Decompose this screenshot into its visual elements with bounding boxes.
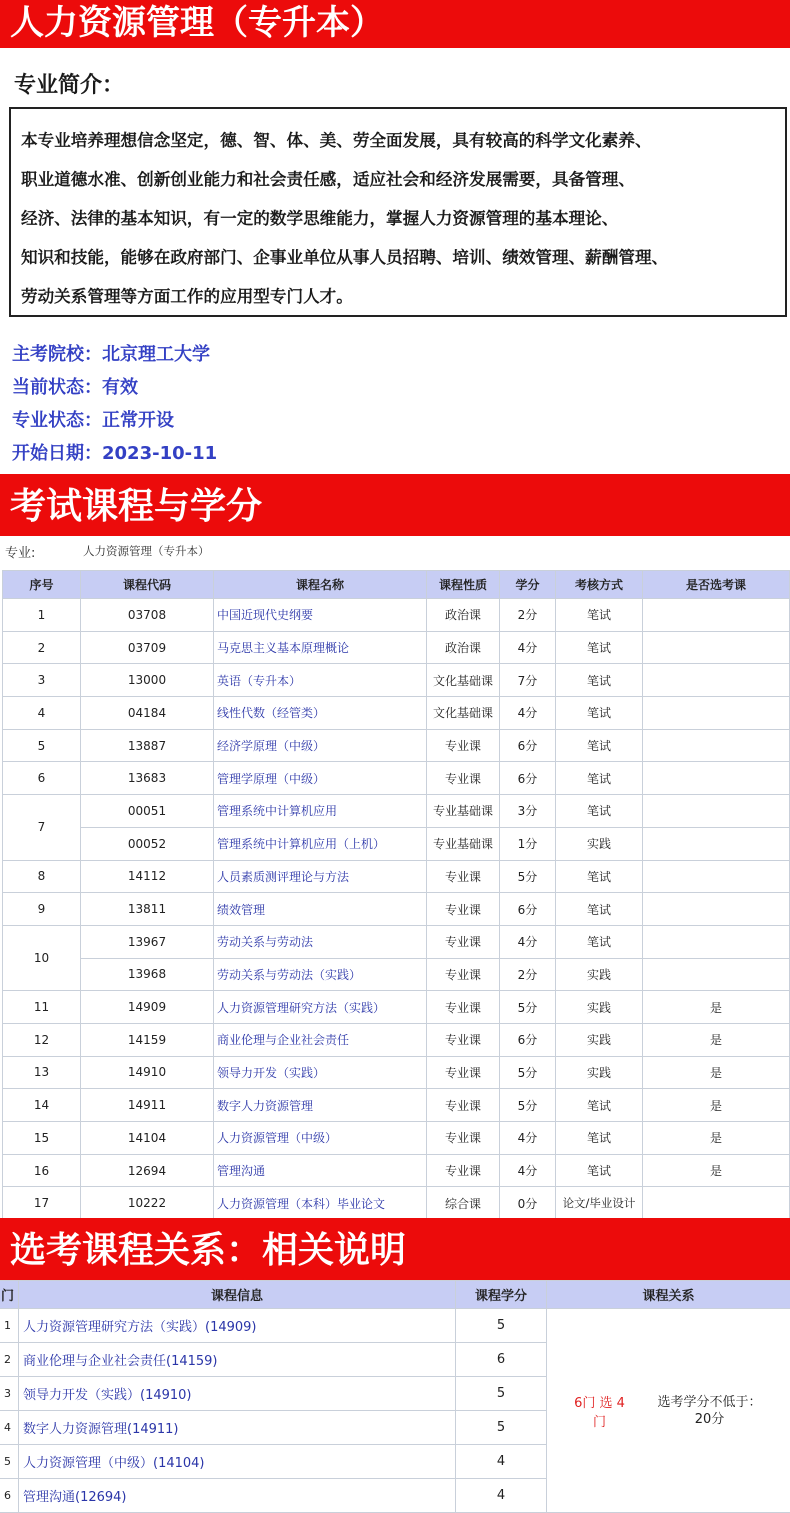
course-no: 17 [3,1187,81,1220]
course-credit: 1分 [500,827,556,860]
course-credit: 5分 [500,991,556,1024]
course-type: 政治课 [427,599,500,632]
intro-line: 经济、法律的基本知识，有一定的数学思维能力，掌握人力资源管理的基本理论、 [21,199,775,238]
course-no: 10 [3,925,81,990]
course-no: 8 [3,860,81,893]
relation-course-info[interactable]: 人力资源管理研究方法（实践）(14909) [19,1309,456,1343]
course-elective: 是 [643,1056,790,1089]
table-row [3,1089,790,1122]
header-elective: 是否选考课 [643,571,790,599]
intro-line: 知识和技能，能够在政府部门、企事业单位从事人员招聘、培训、绩效管理、薪酬管理、 [21,238,775,277]
course-type: 专业课 [427,1089,500,1122]
table-row [3,729,790,762]
course-code: 13968 [81,958,214,991]
relation-rule: 6门 选 4门 [569,1392,631,1430]
course-exam: 实践 [556,958,643,991]
course-credit: 3分 [500,795,556,828]
course-name-link[interactable]: 管理系统中计算机应用（上机） [214,827,427,860]
course-elective [643,664,790,697]
course-name-link[interactable]: 人力资源管理（中级） [214,1122,427,1155]
course-exam: 笔试 [556,729,643,762]
course-no: 5 [3,729,81,762]
major-status: 专业状态：正常开设 [12,406,174,432]
course-type: 政治课 [427,631,500,664]
relation-table [0,1280,790,1513]
course-code: 13000 [81,664,214,697]
table-row [0,1309,790,1343]
course-credit: 6分 [500,729,556,762]
course-type: 综合课 [427,1187,500,1220]
header-name: 课程名称 [214,571,427,599]
course-code: 12694 [81,1154,214,1187]
course-type: 专业课 [427,729,500,762]
course-type: 专业课 [427,1023,500,1056]
course-credit: 4分 [500,1154,556,1187]
intro-line: 本专业培养理想信念坚定，德、智、体、美、劳全面发展，具有较高的科学文化素养、 [21,121,775,160]
course-credit: 4分 [500,925,556,958]
course-exam: 笔试 [556,1154,643,1187]
course-exam: 实践 [556,1056,643,1089]
course-no: 4 [3,697,81,730]
header-exam: 考核方式 [556,571,643,599]
course-type: 专业课 [427,893,500,926]
course-code: 14909 [81,991,214,1024]
course-name-link[interactable]: 中国近现代史纲要 [214,599,427,632]
course-code: 13887 [81,729,214,762]
header-relation: 课程关系 [547,1281,790,1309]
course-code: 00052 [81,827,214,860]
table-row [3,599,790,632]
school-info: 主考院校：北京理工大学 [12,340,210,366]
course-name-link[interactable]: 线性代数（经管类） [214,697,427,730]
course-code: 03708 [81,599,214,632]
table-row [3,664,790,697]
course-name-link[interactable]: 英语（专升本） [214,664,427,697]
course-code: 03709 [81,631,214,664]
course-name-link[interactable]: 管理学原理（中级） [214,762,427,795]
course-type: 专业课 [427,762,500,795]
relation-idx: 2 [0,1343,19,1377]
course-type: 专业基础课 [427,827,500,860]
course-elective [643,893,790,926]
course-table-body [3,599,790,1220]
course-exam: 笔试 [556,795,643,828]
course-code: 14112 [81,860,214,893]
course-exam: 笔试 [556,762,643,795]
relation-credit: 5 [456,1377,547,1411]
start-date: 开始日期：2023-10-11 [12,439,217,465]
table-row [3,958,790,991]
course-exam: 笔试 [556,697,643,730]
course-code: 13683 [81,762,214,795]
course-name-link[interactable]: 绩效管理 [214,893,427,926]
course-code: 13967 [81,925,214,958]
course-no: 11 [3,991,81,1024]
relations-banner: 选考课程关系：相关说明 [0,1218,790,1280]
relation-idx: 6 [0,1479,19,1513]
relation-table-body [0,1309,790,1513]
header-credit: 学分 [500,571,556,599]
course-exam: 笔试 [556,925,643,958]
course-exam: 笔试 [556,1122,643,1155]
relation-credit: 6 [456,1343,547,1377]
header-credit: 课程学分 [456,1281,547,1309]
relation-idx: 3 [0,1377,19,1411]
course-no: 16 [3,1154,81,1187]
course-type: 专业课 [427,991,500,1024]
course-exam: 实践 [556,1023,643,1056]
table-row [3,925,790,958]
header-type: 课程性质 [427,571,500,599]
course-code: 10222 [81,1187,214,1220]
intro-line: 劳动关系管理等方面工作的应用型专门人才。 [21,277,775,316]
course-name-link[interactable]: 数字人力资源管理 [214,1089,427,1122]
table-row [3,1154,790,1187]
course-elective [643,860,790,893]
table-row [3,827,790,860]
relation-credit: 5 [456,1309,547,1343]
course-credit: 5分 [500,1056,556,1089]
course-exam: 笔试 [556,599,643,632]
course-elective [643,599,790,632]
intro-line: 职业道德水准、创新创业能力和社会责任感，适应社会和经济发展需要，具备管理、 [21,160,775,199]
course-elective [643,1187,790,1220]
relation-credit: 4 [456,1445,547,1479]
course-elective [643,631,790,664]
relation-credit: 4 [456,1479,547,1513]
course-name-link[interactable]: 经济学原理（中级） [214,729,427,762]
table-row [3,991,790,1024]
course-code: 13811 [81,893,214,926]
relation-idx: 1 [0,1309,19,1343]
course-code: 14911 [81,1089,214,1122]
course-no: 2 [3,631,81,664]
course-name-link[interactable]: 管理系统中计算机应用 [214,795,427,828]
course-credit: 7分 [500,664,556,697]
course-credit: 0分 [500,1187,556,1220]
course-exam: 笔试 [556,860,643,893]
course-elective: 是 [643,1089,790,1122]
course-no: 13 [3,1056,81,1089]
course-code: 00051 [81,795,214,828]
course-exam: 实践 [556,827,643,860]
course-elective: 是 [643,1023,790,1056]
course-credit: 6分 [500,762,556,795]
table-row [3,1122,790,1155]
course-exam: 笔试 [556,631,643,664]
course-no: 12 [3,1023,81,1056]
course-name-link[interactable]: 人力资源管理研究方法（实践） [214,991,427,1024]
relation-course-info[interactable]: 商业伦理与企业社会责任(14159) [19,1343,456,1377]
course-code: 14159 [81,1023,214,1056]
course-elective [643,795,790,828]
course-name-link[interactable]: 劳动关系与劳动法 [214,925,427,958]
course-name-link[interactable]: 商业伦理与企业社会责任 [214,1023,427,1056]
course-elective [643,729,790,762]
table-row [3,1187,790,1220]
table-row [3,697,790,730]
table-row [3,893,790,926]
course-credit: 4分 [500,697,556,730]
table-row [3,795,790,828]
course-credit: 6分 [500,1023,556,1056]
course-elective [643,762,790,795]
course-table-header [3,571,790,599]
course-exam: 笔试 [556,893,643,926]
intro-heading: 专业简介： [14,68,124,99]
course-elective: 是 [643,1154,790,1187]
header-idx: 门 [0,1281,19,1309]
course-credit: 2分 [500,958,556,991]
course-no: 3 [3,664,81,697]
course-no: 15 [3,1122,81,1155]
course-exam: 实践 [556,991,643,1024]
course-no: 6 [3,762,81,795]
course-type: 专业课 [427,1056,500,1089]
current-status: 当前状态：有效 [12,373,138,399]
relation-course-info[interactable]: 领导力开发（实践）(14910) [19,1377,456,1411]
course-elective [643,958,790,991]
page-title-banner: 人力资源管理（专升本） [0,0,790,48]
major-line [5,542,35,561]
course-code: 04184 [81,697,214,730]
intro-box [9,107,787,317]
relation-credit: 5 [456,1411,547,1445]
course-exam: 笔试 [556,1089,643,1122]
course-type: 专业课 [427,958,500,991]
table-row [3,631,790,664]
course-type: 专业课 [427,860,500,893]
course-no: 7 [3,795,81,860]
course-code: 14104 [81,1122,214,1155]
course-name-link[interactable]: 人员素质测评理论与方法 [214,860,427,893]
course-name-link[interactable]: 管理沟通 [214,1154,427,1187]
table-row [3,1056,790,1089]
relation-course-info[interactable]: 人力资源管理（中级）(14104) [19,1445,456,1479]
course-exam: 论文/毕业设计 [556,1187,643,1220]
course-type: 专业课 [427,1122,500,1155]
course-elective: 是 [643,991,790,1024]
course-elective [643,697,790,730]
course-no: 9 [3,893,81,926]
course-name-link[interactable]: 马克思主义基本原理概论 [214,631,427,664]
course-elective: 是 [643,1122,790,1155]
table-row [3,860,790,893]
course-credit: 5分 [500,860,556,893]
relation-idx: 5 [0,1445,19,1479]
course-credit: 2分 [500,599,556,632]
relation-course-info[interactable]: 数字人力资源管理(14911) [19,1411,456,1445]
courses-banner: 考试课程与学分 [0,474,790,536]
major-label: 专业: [5,546,35,561]
relation-course-info[interactable]: 管理沟通(12694) [19,1479,456,1513]
major-value: 人力资源管理（专升本） [83,543,210,559]
course-exam: 笔试 [556,664,643,697]
course-name-link[interactable]: 领导力开发（实践） [214,1056,427,1089]
relation-idx: 4 [0,1411,19,1445]
course-name-link[interactable]: 劳动关系与劳动法（实践） [214,958,427,991]
course-no: 1 [3,599,81,632]
course-code: 14910 [81,1056,214,1089]
course-name-link[interactable]: 人力资源管理（本科）毕业论文 [214,1187,427,1220]
course-credit: 5分 [500,1089,556,1122]
header-code: 课程代码 [81,571,214,599]
header-no: 序号 [3,571,81,599]
course-type: 专业基础课 [427,795,500,828]
course-elective [643,925,790,958]
table-row [3,1023,790,1056]
header-info: 课程信息 [19,1281,456,1309]
course-credit: 6分 [500,893,556,926]
relation-note: 选考学分不低于：20分 [651,1394,769,1428]
course-credit: 4分 [500,631,556,664]
table-row [3,762,790,795]
course-type: 文化基础课 [427,664,500,697]
course-type: 专业课 [427,925,500,958]
course-credit: 4分 [500,1122,556,1155]
course-no: 14 [3,1089,81,1122]
course-elective [643,827,790,860]
relation-cell [547,1309,790,1513]
relation-table-header [0,1281,790,1309]
course-type: 专业课 [427,1154,500,1187]
course-type: 文化基础课 [427,697,500,730]
course-table [2,570,790,1220]
